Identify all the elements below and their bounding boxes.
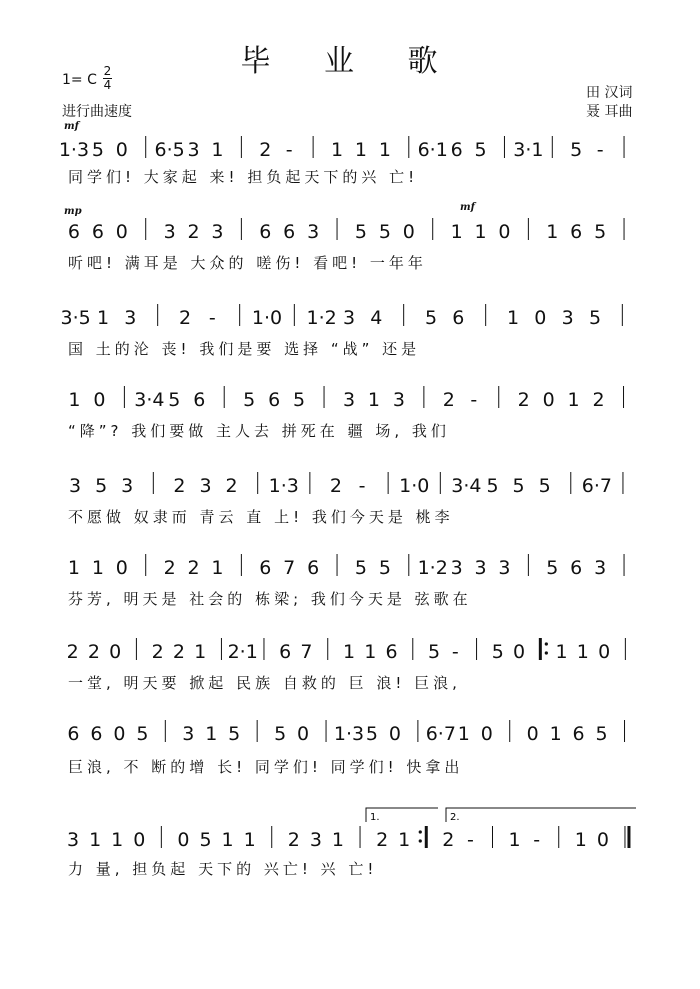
note: 3 — [68, 475, 82, 497]
repeat-dot — [419, 830, 422, 833]
note: 1 — [354, 139, 368, 161]
note: 5 — [136, 723, 149, 745]
lyrics-line: 芬芳, 明天是 社会的 栋梁; 我们今天是 弦歌在 — [68, 590, 472, 608]
note: 2 — [517, 389, 530, 411]
note: 1·0 — [251, 307, 283, 329]
volta-label: 1. — [370, 812, 380, 823]
note: 5 — [424, 307, 438, 329]
note: - — [470, 389, 478, 411]
note: - — [285, 139, 293, 161]
note: 1 — [331, 829, 345, 851]
note: 6·5 — [154, 139, 185, 161]
note: 5 — [474, 139, 487, 161]
note: 0 — [402, 221, 415, 243]
note: 6 — [570, 557, 583, 579]
note: 3 — [594, 557, 607, 579]
note: 5 — [588, 307, 602, 329]
note: 3 — [450, 557, 463, 579]
note: 3·5 — [60, 307, 91, 329]
note: 5 — [243, 389, 256, 411]
note: 3 — [392, 389, 405, 411]
note: 1 — [546, 221, 559, 243]
note: 1 — [450, 221, 463, 243]
note: 2·1 — [227, 641, 258, 663]
note: 5 — [570, 139, 583, 161]
note: 1 — [398, 829, 411, 851]
note: 5 — [595, 723, 608, 745]
note: 1·2 — [306, 307, 337, 329]
note: 6 — [385, 641, 398, 663]
composer-credit: 聂 耳曲 — [586, 104, 633, 120]
note: 1 — [367, 389, 381, 411]
note: 0 — [109, 641, 122, 663]
note: 1 — [243, 829, 256, 851]
note: 5 — [365, 723, 379, 745]
note: 5 — [378, 557, 391, 579]
note: 2 — [87, 641, 100, 663]
note: 4 — [370, 307, 383, 329]
note: 0 — [115, 139, 128, 161]
note: 3 — [309, 829, 322, 851]
note: 0 — [93, 389, 106, 411]
lyrics-line: 听吧! 满耳是 大众的 嗟伤! 看吧! 一年年 — [68, 254, 427, 272]
note: 1 — [549, 723, 562, 745]
note: 6 — [90, 723, 103, 745]
note: 0 — [115, 221, 128, 243]
lyrics-line: 力 量, 担负起 天下的 兴亡! 兴 亡! — [68, 860, 378, 878]
note: 5 — [378, 221, 391, 243]
note: 1 — [378, 139, 391, 161]
note: 3 — [498, 557, 511, 579]
note: 6 — [279, 641, 292, 663]
note: 1 — [506, 307, 520, 329]
note: 3 — [474, 557, 487, 579]
note: 1 — [342, 641, 356, 663]
note: 1·3 — [268, 475, 299, 497]
lyrics-line: “降”? 我们要做 主人去 拼死在 疆 场, 我们 — [68, 422, 450, 440]
note: 2 — [187, 221, 200, 243]
note: 7 — [283, 557, 296, 579]
lyricist-credit: 田 汉词 — [586, 85, 633, 101]
dynamic-mark: mf — [460, 202, 475, 213]
note: 2 — [287, 829, 300, 851]
note: 3·4 — [451, 475, 482, 497]
note: 5 — [354, 557, 368, 579]
note: 3 — [561, 307, 574, 329]
note: 1 — [211, 557, 224, 579]
note: 6·7 — [581, 475, 612, 497]
note: 1 — [67, 557, 81, 579]
note: 0 — [113, 723, 126, 745]
note: 0 — [115, 557, 128, 579]
note: 0 — [513, 641, 526, 663]
note: 2 — [173, 475, 186, 497]
volta-bracket — [446, 808, 636, 822]
note: 1 — [474, 221, 487, 243]
note: 5 — [594, 221, 607, 243]
note: - — [533, 829, 541, 851]
note: 1 — [567, 389, 580, 411]
lyrics-line: 巨浪, 不 断的增 长! 同学们! 同学们! 快拿出 — [68, 758, 464, 776]
note: 3 — [163, 221, 176, 243]
note: 2 — [259, 139, 272, 161]
note: 3 — [66, 829, 80, 851]
repeat-dot — [545, 642, 548, 645]
note: - — [466, 829, 474, 851]
note: 0 — [542, 389, 555, 411]
note: 6 — [570, 221, 583, 243]
note: 5 — [228, 723, 241, 745]
song-title: 毕 业 歌 — [240, 44, 460, 79]
note: 5 — [491, 641, 504, 663]
note: 6·1 — [417, 139, 448, 161]
note: 2 — [187, 557, 200, 579]
note: 5 — [168, 389, 181, 411]
note: 1 — [205, 723, 218, 745]
note: 0 — [388, 723, 401, 745]
dynamic-mark: mf — [64, 121, 79, 132]
note: 0 — [596, 829, 609, 851]
note: 2 — [151, 641, 164, 663]
note: 0 — [526, 723, 539, 745]
note: 6·7 — [425, 723, 456, 745]
note: 1·0 — [399, 475, 430, 497]
note: 2 — [376, 829, 389, 851]
dynamic-mark: mp — [64, 206, 82, 217]
note: 5 — [427, 641, 441, 663]
note: 0 — [177, 829, 190, 851]
time-signature-top: 2 — [103, 64, 112, 78]
note: 3 — [124, 307, 137, 329]
note: 3·4 — [134, 389, 165, 411]
note: 3 — [121, 475, 134, 497]
note: 5 — [354, 221, 368, 243]
note: 1 — [89, 829, 102, 851]
note: 1 — [457, 723, 470, 745]
note: - — [596, 139, 604, 161]
note: 6 — [67, 221, 81, 243]
note: 2 — [592, 389, 605, 411]
note: 3·1 — [513, 139, 544, 161]
note: 5 — [95, 475, 108, 497]
note: 1 — [221, 829, 234, 851]
note: - — [208, 307, 216, 329]
note: 1 — [364, 641, 377, 663]
note: 2 — [225, 475, 238, 497]
note: 3 — [342, 389, 356, 411]
note: 2 — [442, 829, 455, 851]
note: 1 — [68, 389, 81, 411]
note: 1 — [91, 557, 104, 579]
note: 3 — [342, 307, 356, 329]
note: 1 — [194, 641, 207, 663]
note: 0 — [598, 641, 611, 663]
note: 5 — [293, 389, 306, 411]
note: 6 — [283, 221, 296, 243]
note: 1·3 — [333, 723, 365, 745]
note: 1 — [211, 139, 224, 161]
note: 5 — [199, 829, 212, 851]
note: 2 — [329, 475, 343, 497]
time-signature-bottom: 4 — [103, 78, 112, 92]
note: 0 — [133, 829, 146, 851]
note: 6 — [307, 557, 320, 579]
note: 5 — [486, 475, 499, 497]
key-signature: 1= C — [62, 72, 97, 88]
note: 1·3 — [58, 139, 90, 161]
note: 6 — [452, 307, 465, 329]
repeat-dot — [545, 651, 548, 654]
note: 2 — [66, 641, 79, 663]
note: 5 — [538, 475, 551, 497]
note: 1 — [555, 641, 568, 663]
note: 1·2 — [417, 557, 448, 579]
note: - — [358, 475, 366, 497]
note: 6 — [259, 557, 272, 579]
note: 1 — [576, 641, 589, 663]
repeat-dot — [419, 839, 422, 842]
note: 5 — [512, 475, 525, 497]
volta-label: 2. — [450, 812, 460, 823]
note: - — [451, 641, 459, 663]
note: 6 — [572, 723, 585, 745]
note: 2 — [178, 307, 192, 329]
lyrics-line: 国 土的沦 丧! 我们是要 选择 “战” 还是 — [68, 340, 421, 358]
note: 0 — [498, 221, 511, 243]
note: 6 — [268, 389, 281, 411]
note: 0 — [480, 723, 493, 745]
note: 1 — [111, 829, 124, 851]
note: 1 — [330, 139, 344, 161]
note: 1 — [96, 307, 110, 329]
note: 5 — [274, 723, 287, 745]
note: 6 — [91, 221, 104, 243]
lyrics-line: 同学们! 大家起 来! 担负起天下的兴 亡! — [68, 168, 419, 186]
note: 3 — [187, 139, 200, 161]
note: 3 — [182, 723, 195, 745]
note: 1 — [508, 829, 521, 851]
note: 7 — [300, 641, 313, 663]
note: 0 — [534, 307, 547, 329]
note: 6 — [193, 389, 206, 411]
lyrics-line: 一堂, 明天要 掀起 民族 自救的 巨 浪! 巨浪, — [68, 674, 461, 692]
note: 3 — [307, 221, 320, 243]
note: 6 — [450, 139, 463, 161]
note: 6 — [259, 221, 272, 243]
note: 2 — [172, 641, 185, 663]
lyrics-line: 不愿做 奴隶而 青云 直 上! 我们今天是 桃李 — [68, 508, 454, 526]
note: 3 — [199, 475, 212, 497]
note: 6 — [67, 723, 80, 745]
note: 2 — [163, 557, 176, 579]
note: 5 — [91, 139, 104, 161]
note: 3 — [211, 221, 224, 243]
note: 5 — [546, 557, 559, 579]
note: 0 — [297, 723, 310, 745]
note: 1 — [574, 829, 587, 851]
tempo-marking: 进行曲速度 — [62, 104, 132, 120]
note: 2 — [442, 389, 455, 411]
